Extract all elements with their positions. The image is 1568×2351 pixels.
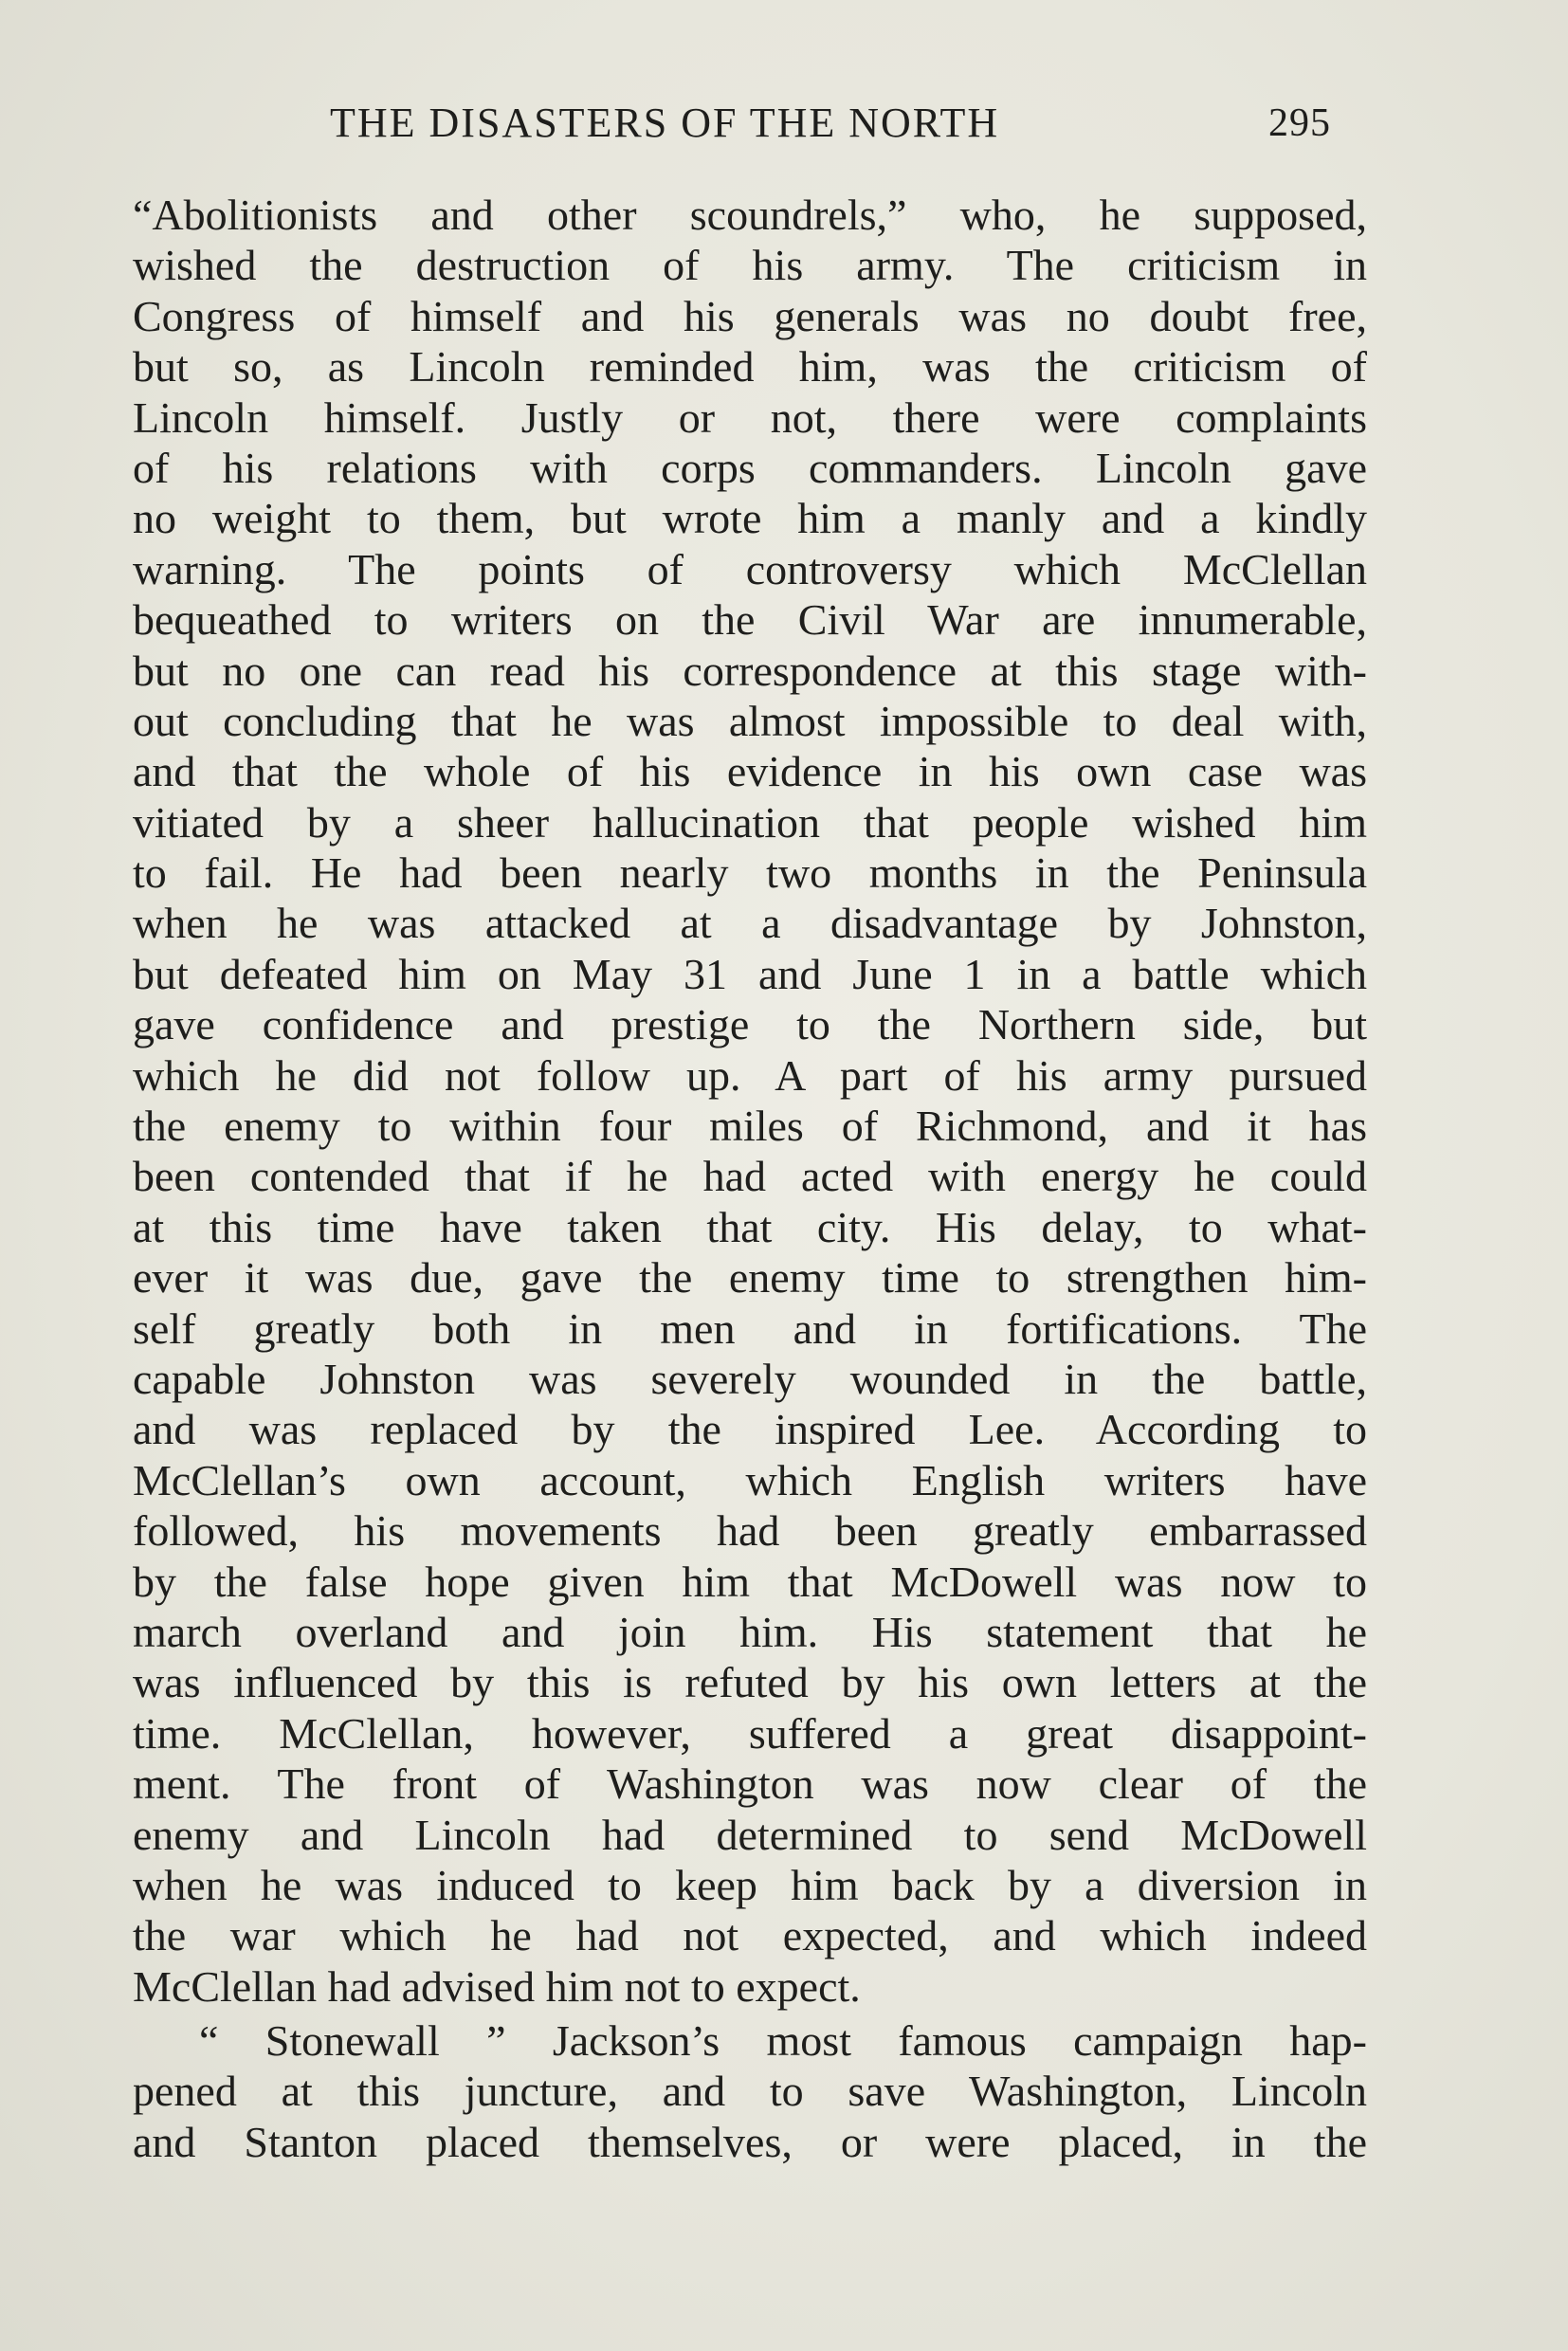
text-line: bequeathed to writers on the Civil War are innumerable, (133, 595, 1367, 645)
text-line: been contended that if he had acted with energy he could (133, 1152, 1367, 1201)
paragraph-2 (133, 2015, 1367, 2167)
text-line: which he did not follow up. A part of his army pursued (133, 1050, 1367, 1100)
text-line: pened at this juncture, and to save Washington, Lincoln (133, 2067, 1367, 2116)
running-head (0, 99, 1568, 155)
text-line: march overland and join him. His statement that he (133, 1607, 1367, 1656)
body-text (133, 190, 1367, 2167)
text-line: the enemy to within four miles of Richmond, and it has (133, 1102, 1367, 1151)
text-line: “ Stonewall ” Jackson’s most famous campaign hap- (199, 2016, 1367, 2066)
text-line: Lincoln himself. Justly or not, there were complaints (133, 392, 1367, 442)
text-line: at this time have taken that city. His delay, to what- (133, 1202, 1367, 1251)
text-line: of his relations with corps commanders. Lincoln gave (133, 443, 1367, 492)
text-line: but so, as Lincoln reminded him, was the criticism of (133, 342, 1367, 392)
text-line: but defeated him on May 31 and June 1 in a battle which (133, 949, 1367, 998)
text-line: but no one can read his correspondence at this stage with- (133, 646, 1367, 695)
text-line: vitiated by a sheer hallucination that people wished him (133, 797, 1367, 847)
text-line: was influenced by this is refuted by his own letters at the (133, 1658, 1367, 1707)
text-line: McClellan had advised him not to expect. (133, 1961, 861, 2011)
text-line: Congress of himself and his generals was no doubt free, (133, 291, 1367, 340)
text-line: capable Johnston was severely wounded in the battle, (133, 1354, 1367, 1403)
text-line: enemy and Lincoln had determined to send McDowell (133, 1810, 1367, 1859)
text-line: and Stanton placed themselves, or were placed, in the (133, 2117, 1367, 2166)
chapter-title: THE DISASTERS OF THE NORTH (330, 100, 1000, 146)
text-line: gave confidence and prestige to the Northern side, but (133, 1000, 1367, 1049)
text-line: when he was induced to keep him back by a diversion in (133, 1860, 1367, 1909)
text-line: ment. The front of Washington was now clear of the (133, 1759, 1367, 1809)
text-line: “Abolitionists and other scoundrels,” who, he supposed, (133, 191, 1367, 239)
text-line: out concluding that he was almost impossible to deal with, (133, 696, 1367, 745)
text-line: ever it was due, gave the enemy time to strengthen him- (133, 1253, 1367, 1303)
text-line: when he was attacked at a disadvantage by Johnston, (133, 899, 1367, 948)
text-line: by the false hope given him that McDowell was now to (133, 1557, 1367, 1606)
text-line: self greatly both in men and in fortifications. The (133, 1303, 1367, 1353)
text-line: time. McClellan, however, suffered a great disappoint- (133, 1708, 1367, 1758)
text-line: the war which he had not expected, and which indeed (133, 1911, 1367, 1960)
text-line: and that the whole of his evidence in his own case was (133, 747, 1367, 796)
text-line: McClellan’s own account, which English writers have (133, 1455, 1367, 1504)
text-line: no weight to them, but wrote him a manly and a kindly (133, 494, 1367, 543)
text-line: warning. The points of controversy which McClellan (133, 544, 1367, 593)
text-line: to fail. He had been nearly two months in the Peninsula (133, 848, 1367, 898)
text-line: wished the destruction of his army. The criticism in (133, 241, 1367, 290)
text-line: and was replaced by the inspired Lee. According to (133, 1405, 1367, 1454)
text-line: followed, his movements had been greatly embarrassed (133, 1506, 1367, 1556)
page-number: 295 (1268, 101, 1331, 145)
paragraph-1 (133, 190, 1367, 2012)
